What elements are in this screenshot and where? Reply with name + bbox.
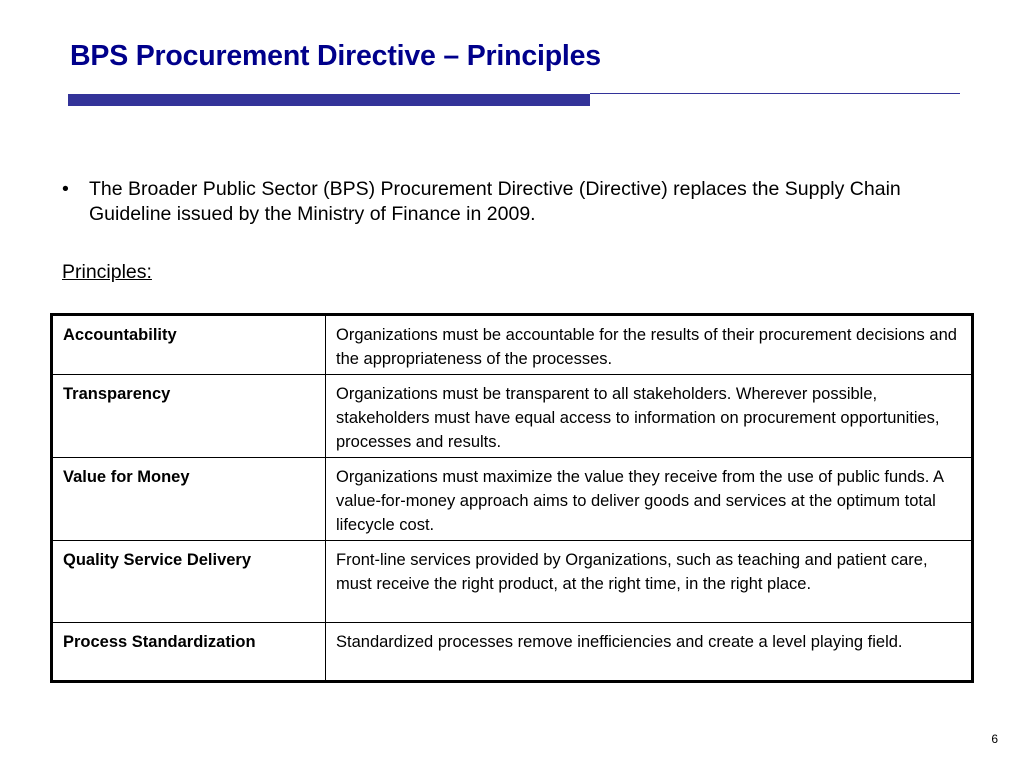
table-row bbox=[52, 623, 973, 682]
table-row bbox=[52, 375, 973, 458]
title-underline-rule bbox=[590, 93, 960, 94]
principle-description-cell: Organizations must maximize the value they receive from the use of public funds. A value-for-money approach aims to deliver goods and services at the optimum total lifecycle cost. bbox=[326, 458, 973, 541]
table-row bbox=[52, 315, 973, 375]
intro-bullet-text: The Broader Public Sector (BPS) Procurement Directive (Directive) replaces the Supply Chain Guideline issued by the Ministry of Finance in 2009. bbox=[89, 178, 901, 225]
principle-name-cell: Value for Money bbox=[52, 458, 326, 541]
title-underline-bar bbox=[68, 94, 590, 106]
principles-heading: Principles: bbox=[62, 261, 152, 283]
principle-description-cell: Organizations must be accountable for the results of their procurement decisions and the appropriateness of the processes. bbox=[326, 315, 973, 375]
principle-description-cell: Standardized processes remove inefficiencies and create a level playing field. bbox=[326, 623, 973, 682]
principle-description-cell: Organizations must be transparent to all stakeholders. Wherever possible, stakeholders must have equal access to information on procurement opportunities, processes and results. bbox=[326, 375, 973, 458]
principle-name-cell: Accountability bbox=[52, 315, 326, 375]
table-row bbox=[52, 541, 973, 623]
table-row bbox=[52, 458, 973, 541]
page-number: 6 bbox=[991, 732, 998, 746]
principle-name-cell: Quality Service Delivery bbox=[52, 541, 326, 623]
principle-name-cell: Transparency bbox=[52, 375, 326, 458]
intro-bullet bbox=[62, 177, 942, 226]
slide-title: BPS Procurement Directive – Principles bbox=[70, 40, 601, 72]
principle-description-cell: Front-line services provided by Organizations, such as teaching and patient care, must receive the right product, at the right time, in the right place. bbox=[326, 541, 973, 623]
principle-name-cell: Process Standardization bbox=[52, 623, 326, 682]
bullet-marker: • bbox=[62, 178, 69, 200]
principles-table bbox=[50, 313, 974, 683]
